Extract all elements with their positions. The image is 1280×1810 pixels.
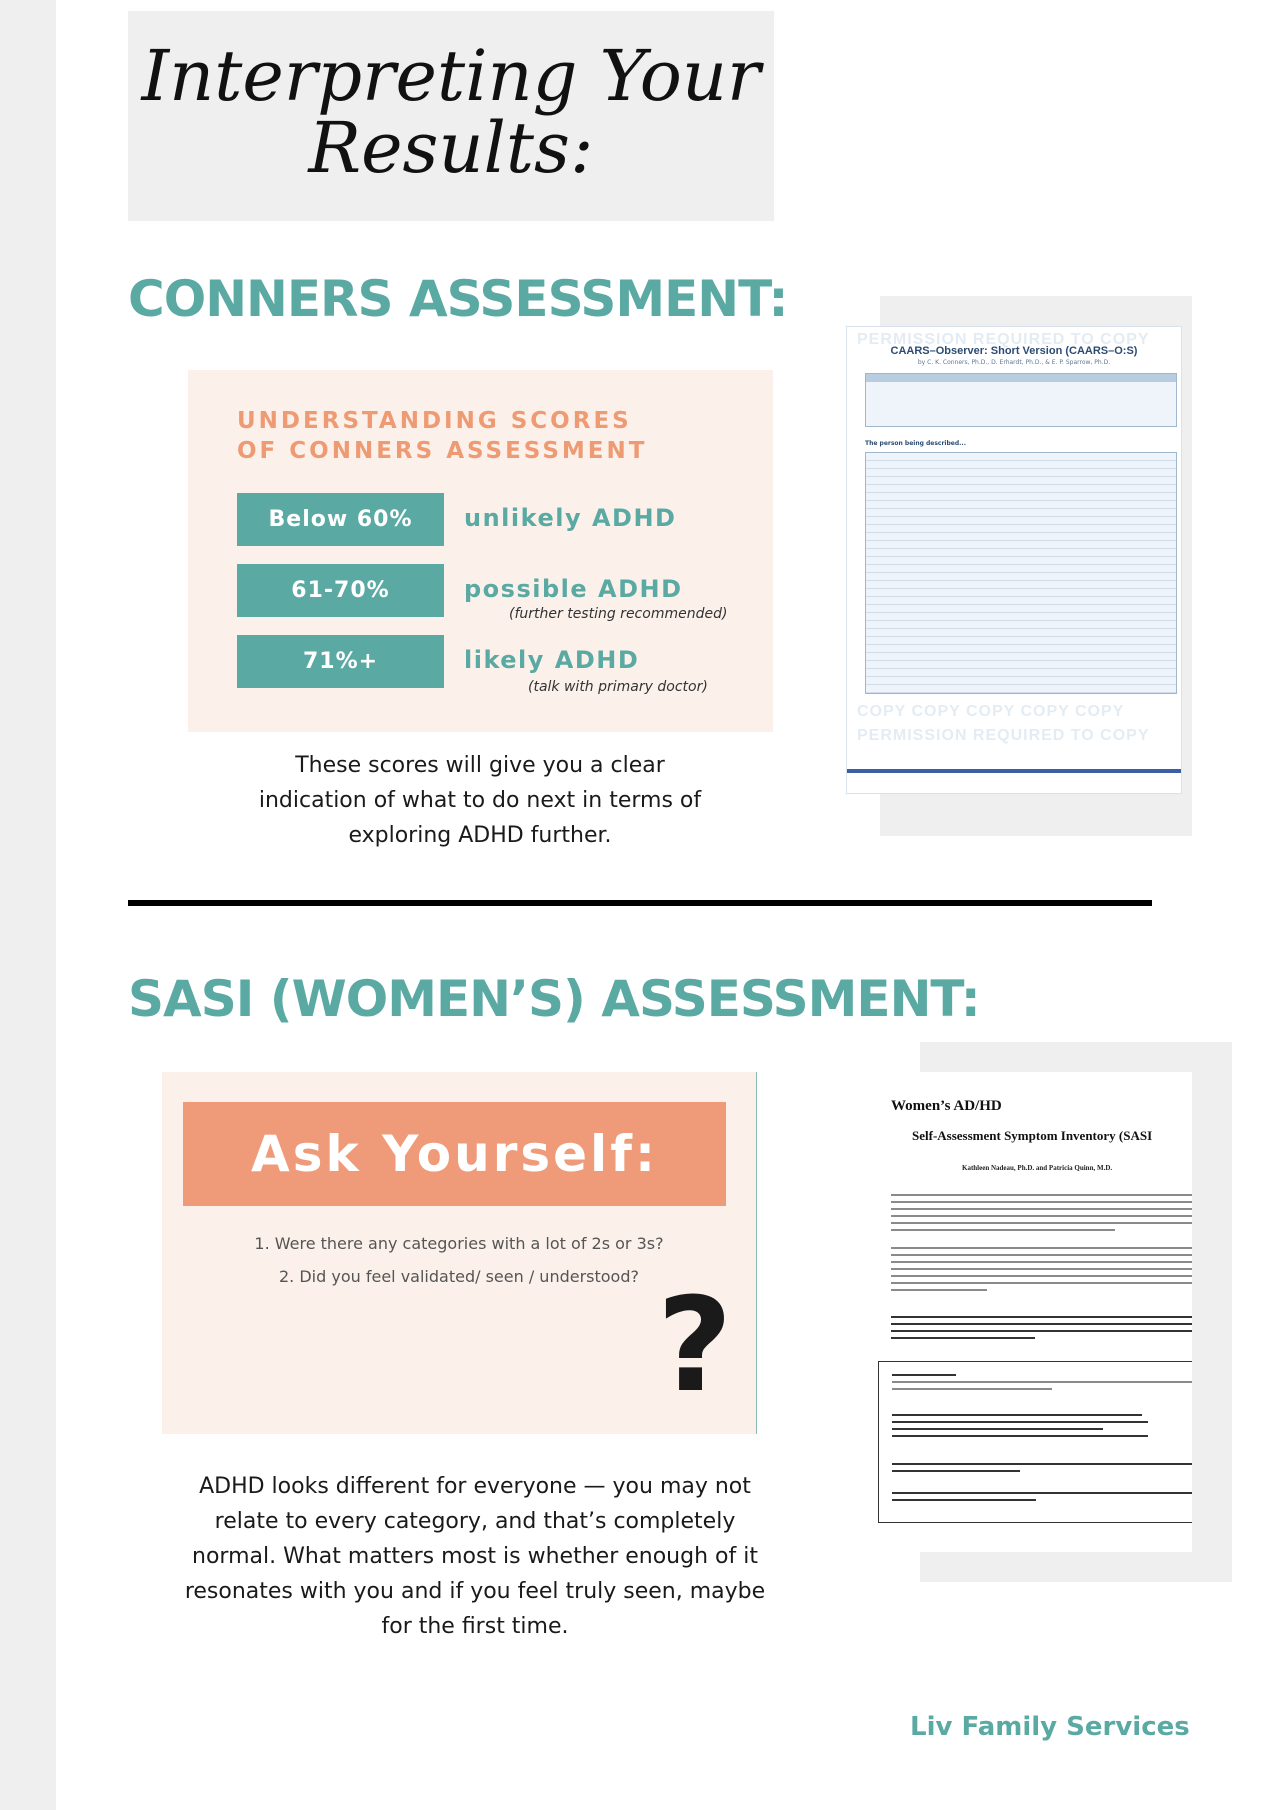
doc-paragraph [891,1194,1192,1236]
form-title: CAARS–Observer: Short Version (CAARS–O:S) [890,345,1138,357]
form-header-table [865,373,1177,427]
doc-subtitle: Self-Assessment Symptom Inventory (SASI [912,1128,1153,1143]
form-grid-heading: The person being described... [865,440,966,447]
score-row-low [237,493,757,548]
doc-authors: Kathleen Nadeau, Ph.D. and Patricia Quinn, M.D. [962,1164,1113,1172]
brand-name: Liv Family Services [910,1712,1190,1742]
score-label: possible ADHD [464,575,683,603]
score-note: (talk with primary doctor) [528,679,708,695]
score-note: (further testing recommended) [509,606,728,622]
score-label: likely ADHD [464,646,640,674]
form-subtitle: by C. K. Conners, Ph.D., D. Erhardt, Ph.D., & E. P. Sparrow, Ph.D. [917,359,1111,366]
section-divider [128,900,1152,906]
conners-heading: CONNERS ASSESSMENT: [128,270,788,328]
form-watermark: PERMISSION REQUIRED TO COPY [857,331,1150,348]
score-row-high [237,635,757,695]
sasi-heading: SASI (WOMEN’S) ASSESSMENT: [128,970,980,1028]
doc-paragraph-bold [891,1316,1192,1344]
doc-title: Women’s AD/HD [891,1098,1002,1114]
form-item-grid [865,452,1177,694]
score-range-box: 71%+ [237,635,444,688]
doc-paragraph [891,1247,1192,1296]
conners-scores-card [188,370,773,732]
score-label: unlikely ADHD [464,504,677,532]
question-mark-icon: ? [657,1269,733,1421]
left-margin-bar [0,0,56,1810]
score-row-mid [237,564,757,622]
score-range-box: Below 60% [237,493,444,546]
page-title-text: Interpreting Your Results: [141,35,761,189]
page-title [128,35,774,189]
sasi-caption: ADHD looks different for everyone — you may not relate to every category, and that’s completely normal. What matters most is whether enough of it resonates with you and if you feel truly seen, maybe for the first time. [184,1474,766,1639]
ask-yourself-card [162,1072,757,1434]
score-range-box: 61-70% [237,564,444,617]
form-watermark: PERMISSION REQUIRED TO COPY [857,727,1150,744]
conners-caption: These scores will give you a clear indication of what to do next in terms of exploring ADHD further. [258,753,702,848]
scores-card-heading: UNDERSTANDING SCORES OF CONNERS ASSESSMENT [237,408,648,464]
question-item: 2. Did you feel validated/ seen / understood? [279,1267,639,1286]
question-item: 1. Were there any categories with a lot of 2s or 3s? [254,1234,664,1253]
doc-directions-box [878,1361,1192,1523]
caars-form-image [846,326,1182,794]
form-watermark: COPY COPY COPY COPY COPY [857,703,1125,720]
ask-yourself-banner: Ask Yourself: [183,1102,726,1206]
sasi-form-image [878,1072,1192,1552]
form-footer-bar [847,769,1181,773]
